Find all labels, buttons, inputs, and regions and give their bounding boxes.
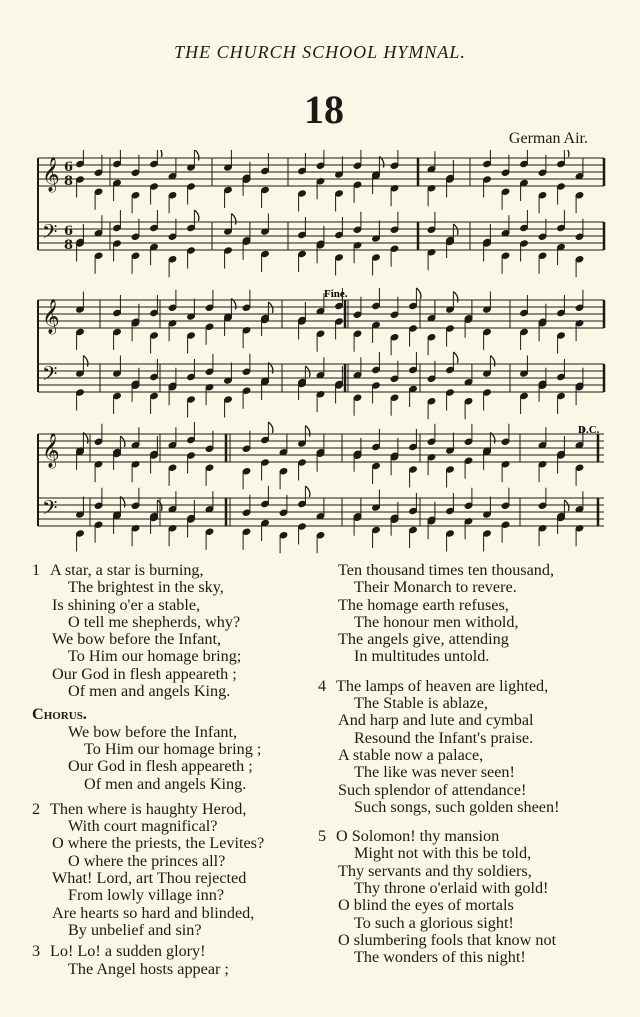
verse-2 — [32, 801, 322, 939]
running-title: THE CHURCH SCHOOL HYMNAL. — [174, 42, 466, 62]
verse-line: Are hearts so hard and blinded, — [52, 903, 255, 922]
verse-number: 5 — [318, 827, 327, 846]
note-flag — [564, 150, 569, 157]
note-flag — [305, 426, 310, 437]
verse-line: O where the princes all? — [68, 851, 226, 870]
note-flag — [157, 150, 162, 157]
time-signature-top: 6 — [64, 160, 74, 175]
verse-line: The homage earth refuses, — [338, 595, 509, 614]
chorus — [32, 706, 322, 792]
verse-number: 1 — [32, 561, 41, 579]
dc-mark: D.C. — [578, 424, 600, 436]
tune-name: German Air. — [508, 130, 588, 147]
note-flag — [194, 150, 199, 161]
verse-line: Of men and angels King. — [68, 682, 231, 701]
time-signature-bottom: 8 — [64, 174, 74, 189]
treble-clef: 𝄞 — [42, 433, 60, 468]
verse-line: In multitudes untold. — [354, 647, 490, 666]
verse-line: Might not with this be told, — [354, 844, 532, 863]
verse-line: O where the priests, the Levites? — [52, 834, 265, 853]
lyrics-left-column — [32, 562, 322, 978]
verse-line: To Him our homage bring; — [68, 647, 242, 666]
chorus-line: Our God in flesh appeareth ; — [68, 757, 253, 776]
verse-3-start — [32, 943, 322, 978]
verse-line: With court magnifical? — [68, 817, 218, 836]
musical-score — [0, 150, 640, 560]
verse-line: Lo! Lo! a sudden glory! — [50, 942, 206, 961]
time-signature-bottom: 8 — [64, 238, 74, 253]
verse-line: Thy throne o'erlaid with gold! — [354, 879, 549, 898]
verse-line: Such splendor of attendance! — [338, 780, 527, 799]
verse-line: By unbelief and sin? — [68, 920, 202, 939]
verse-line: A star, a star is burning, — [50, 561, 204, 579]
verse-number: 4 — [318, 676, 327, 695]
verse-line: The wonders of this night! — [354, 948, 526, 967]
chorus-label: Chorus. — [32, 705, 87, 724]
verse-line: Ten thousand times ten thousand, — [338, 561, 555, 579]
verse-5 — [318, 828, 618, 966]
verse-number: 2 — [32, 799, 41, 818]
verse-line: We bow before the Infant, — [52, 630, 222, 649]
verse-line: Thy servants and thy soldiers, — [338, 861, 532, 880]
chorus-line: Of men and angels King. — [84, 774, 247, 793]
note-flag — [268, 422, 273, 433]
chorus-line: We bow before the Infant, — [68, 722, 238, 741]
verse-line: To such a glorious sight! — [354, 913, 514, 932]
verse-line: The honour men withold, — [354, 612, 519, 631]
bass-clef: 𝄢 — [42, 220, 58, 248]
chorus-line: To Him our homage bring ; — [84, 739, 262, 758]
treble-clef: 𝄞 — [42, 299, 60, 334]
verse-line: Is shining o'er a stable, — [52, 595, 201, 614]
note-flag — [83, 356, 88, 367]
verse-line: And harp and lute and cymbal — [338, 711, 534, 730]
verse-line: Such songs, such golden sheen! — [354, 797, 560, 816]
verse-line: From lowly village inn? — [68, 886, 225, 905]
verse-line: The like was never seen! — [354, 763, 515, 782]
hymn-number: 18 — [304, 87, 344, 132]
time-signature-top: 6 — [64, 224, 74, 239]
note-flag — [231, 214, 236, 225]
verse-line: O blind the eyes of mortals — [338, 896, 514, 915]
note-flag — [453, 352, 458, 363]
verse-line: What! Lord, art Thou rejected — [52, 869, 247, 888]
verse-line: A stable now a palace, — [338, 745, 484, 764]
verse-line: The Stable is ablaze, — [354, 694, 488, 713]
note-flag — [305, 486, 310, 497]
note-flag — [490, 356, 495, 367]
note-flag — [453, 292, 458, 303]
treble-clef: 𝄞 — [42, 157, 60, 192]
verse-line: The brightest in the sky, — [68, 578, 224, 597]
verse-1 — [32, 562, 322, 700]
verse-4 — [318, 678, 618, 816]
verse-line: Then where is haughty Herod, — [50, 799, 247, 818]
bass-clef: 𝄢 — [42, 496, 58, 524]
verse-line: The lamps of heaven are lighted, — [336, 676, 549, 695]
verse-line: Resound the Infant's praise. — [354, 728, 534, 747]
verse-line: O tell me shepherds, why? — [68, 612, 241, 631]
bass-clef: 𝄢 — [42, 362, 58, 390]
verse-line: Our God in flesh appeareth ; — [52, 664, 237, 683]
note-flag — [416, 288, 421, 299]
verse-line: The angels give, attending — [338, 630, 509, 649]
verse-3-cont — [318, 562, 618, 666]
verse-line: O slumbering fools that know not — [338, 930, 557, 949]
verse-line: O Solomon! thy mansion — [336, 827, 500, 846]
fine-mark: Fine. — [324, 288, 348, 300]
verse-line: The Angel hosts appear ; — [68, 959, 229, 978]
verse-number: 3 — [32, 942, 41, 961]
note-flag — [194, 210, 199, 221]
verse-line: Their Monarch to revere. — [354, 578, 517, 597]
lyrics-right-column — [318, 562, 618, 967]
